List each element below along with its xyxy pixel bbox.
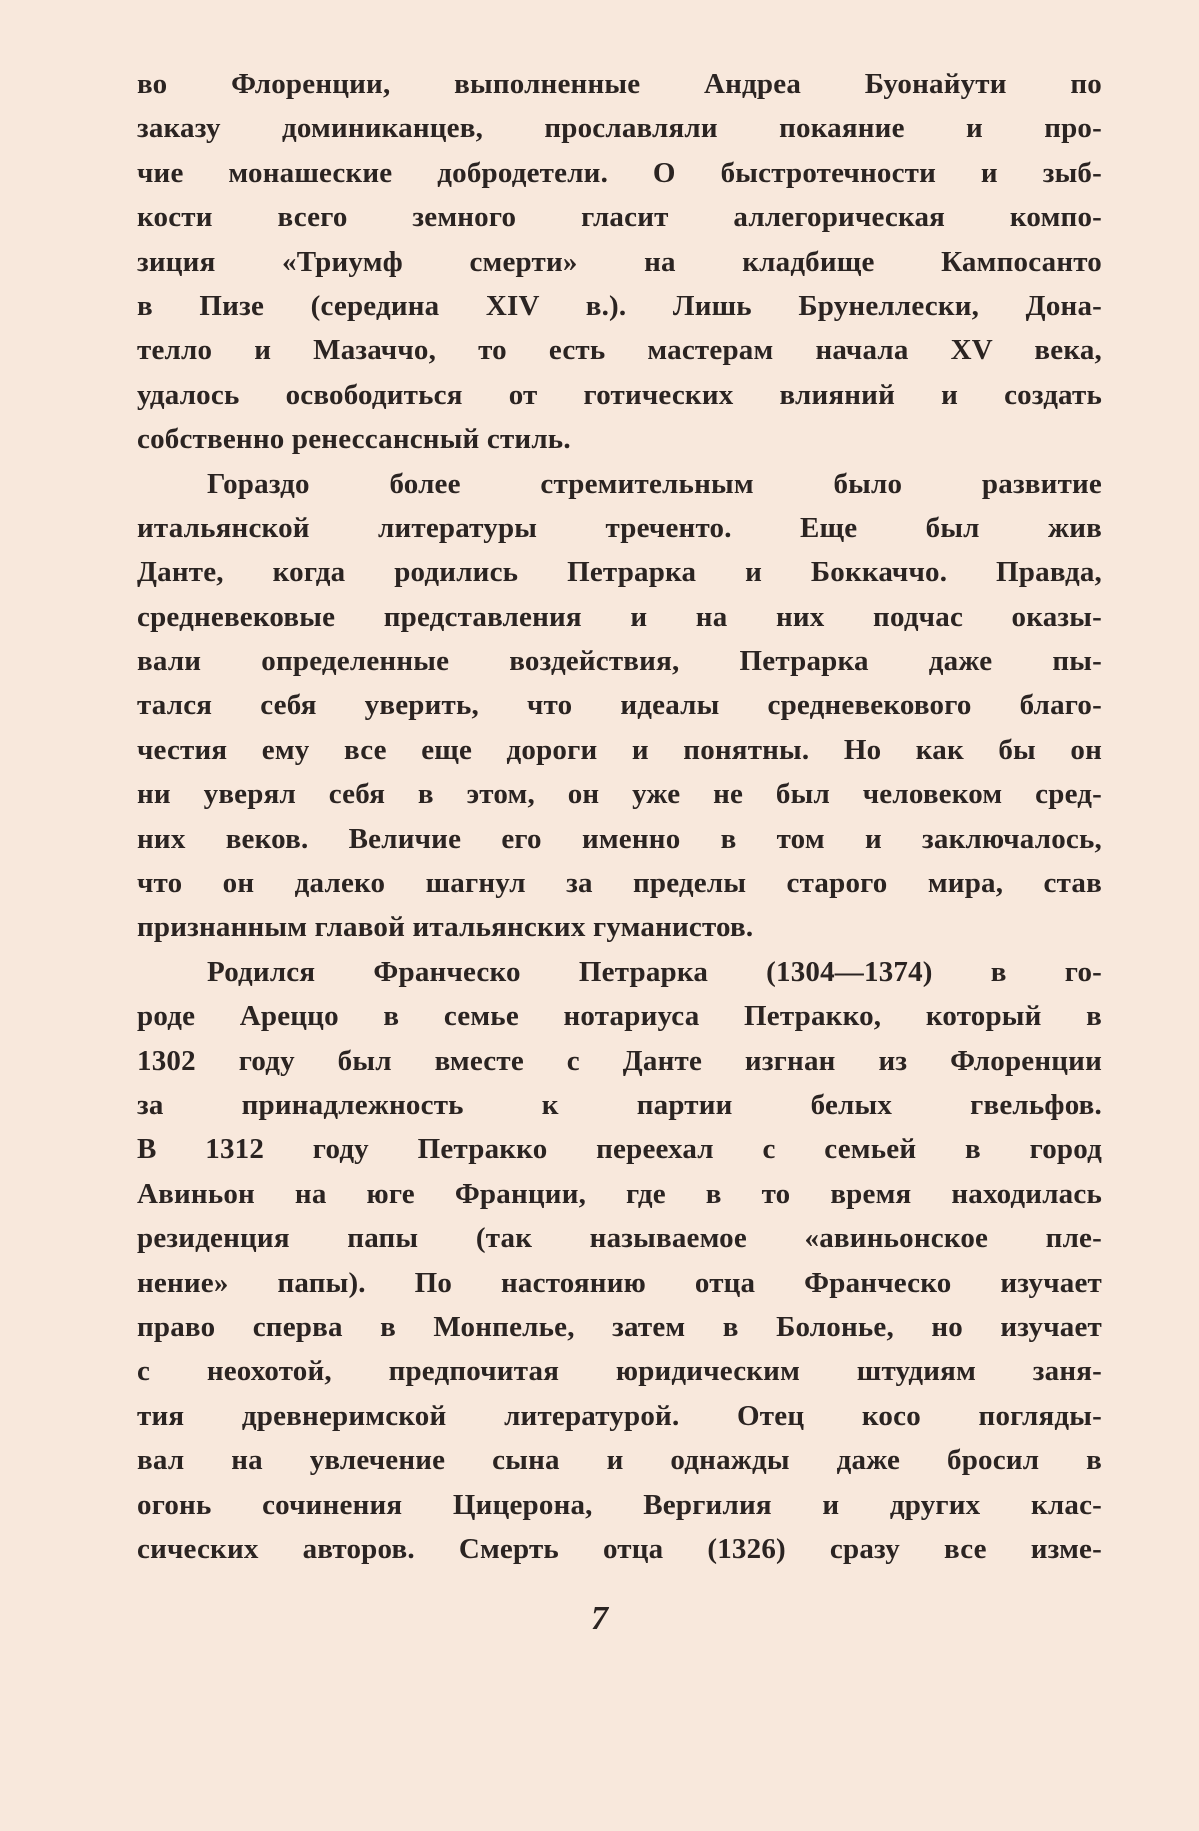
text-line: средневековые представления и на них подчас оказы- [137,600,1102,633]
text-line: тался себя уверить, что идеалы средневекового благо- [137,689,1102,722]
text-line: В 1312 году Петракко переехал с семьей в город [137,1133,1102,1166]
text-line: кости всего земного гласит аллегорическая компо- [137,201,1102,234]
page-body [137,62,1102,1571]
text-line: в Пизе (середина XIV в.). Лишь Брунеллески, Дона- [137,289,1102,322]
text-line: телло и Мазаччо, то есть мастерам начала XV века, [137,334,1102,367]
text-line: честия ему все еще дороги и понятны. Но как бы он [137,733,1102,766]
text-line: 1302 году был вместе с Данте изгнан из Флоренции [137,1044,1102,1077]
paragraph-2 [137,462,1102,950]
text-line: них веков. Величие его именно в том и заключалось, [137,822,1102,855]
text-line: вал на увлечение сына и однажды даже бросил в [137,1444,1102,1477]
text-line: Авиньон на юге Франции, где в то время находилась [137,1177,1102,1210]
text-line: право сперва в Монпелье, затем в Болонье, но изучает [137,1310,1102,1343]
text-line: ни уверял себя в этом, он уже не был человеком сред- [137,778,1102,811]
paragraph-3 [137,950,1102,1571]
text-line: собственно ренессансный стиль. [137,423,571,456]
text-line: вали определенные воздействия, Петрарка даже пы- [137,645,1102,678]
text-line: во Флоренции, выполненные Андреа Буонайути по [137,68,1102,100]
text-line: за принадлежность к партии белых гвельфов. [137,1088,1102,1121]
paragraph-1 [137,62,1102,462]
page-number: 7 [591,1600,608,1637]
text-line: признанным главой итальянских гуманистов. [137,911,754,944]
text-line: заказу доминиканцев, прославляли покаяние и про- [137,112,1102,145]
text-line: роде Ареццо в семье нотариуса Петракко, который в [137,1000,1102,1033]
text-line: Данте, когда родились Петрарка и Боккаччо. Правда, [137,556,1102,589]
text-line: Родился Франческо Петрарка (1304—1374) в го- [207,955,1102,988]
text-line: чие монашеские добродетели. О быстротечности и зыб- [137,156,1102,189]
text-line: итальянской литературы треченто. Еще был жив [137,511,1102,544]
text-line: с неохотой, предпочитая юридическим штудиям заня- [137,1355,1102,1388]
text-line: сических авторов. Смерть отца (1326) сразу все изме- [137,1532,1102,1565]
text-line: резиденция папы (так называемое «авиньонское пле- [137,1222,1102,1255]
text-line: что он далеко шагнул за пределы старого мира, став [137,867,1102,900]
text-line: удалось освободиться от готических влияний и создать [137,378,1102,411]
text-line: зиция «Триумф смерти» на кладбище Кампосанто [137,245,1102,278]
text-line: огонь сочинения Цицерона, Вергилия и других клас- [137,1488,1102,1521]
text-line: нение» папы). По настоянию отца Франческо изучает [137,1266,1102,1299]
text-line: тия древнеримской литературой. Отец косо погляды- [137,1399,1102,1432]
text-line: Гораздо более стремительным было развитие [207,467,1102,500]
